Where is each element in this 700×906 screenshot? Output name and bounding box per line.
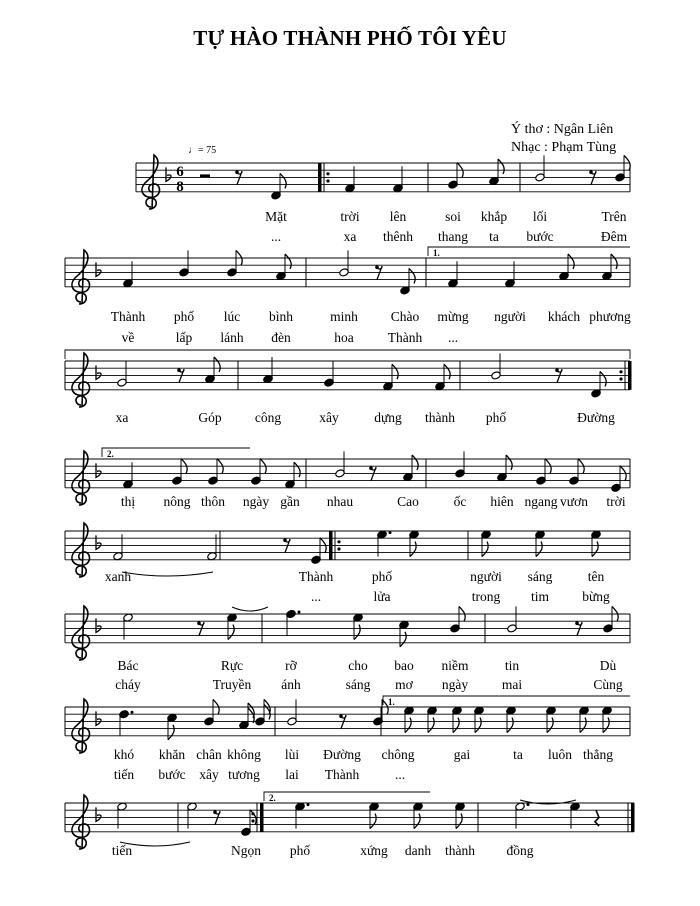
lyric-syllable: mừng [437,309,469,324]
note-flag [412,455,418,470]
lyric-syllable: xây [319,410,339,425]
note-flag [536,542,542,557]
eighth-rest-dot [375,265,379,269]
lyric-syllable: lúc [223,309,241,324]
lyric-syllable: tiến [113,767,135,782]
note-flag [600,371,606,386]
augmentation-dot [389,531,392,534]
repeat-start-thick-bar [318,163,322,192]
lyric-syllable: lấp [175,330,193,345]
flat-icon [96,463,101,477]
lyric-syllable: ngày [242,494,270,509]
lyric-syllable: ... [394,767,406,782]
lyric-syllable: Truyền [212,677,252,692]
lyric-syllable: người [470,569,502,584]
eighth-rest-dot [213,810,217,814]
time-signature-top: 6 [176,164,184,180]
lyric-syllable: thẳng [583,747,613,762]
note-flag [228,625,234,640]
lyric-syllable: hiên [490,494,514,509]
staff-system [65,606,630,660]
lyric-syllable: bình [268,309,294,324]
lyric-syllable: phố [173,309,195,324]
staff-system [65,696,630,753]
volta-bracket [102,448,250,457]
note-flag [354,625,360,640]
composer-credit: Nhạc : Phạm Tùng [511,140,617,155]
lyric-syllable: Đêm [600,229,628,244]
repeat-dot [619,370,622,373]
lyric-syllable: phố [371,569,393,584]
staff-system [136,155,630,209]
note-flag [285,254,291,269]
note-flag [475,718,481,733]
flat-icon [166,167,171,181]
volta-bracket [264,792,430,801]
lyric-syllable: thôn [200,494,226,509]
note-flag [507,718,513,733]
lyric-syllable: Thành [387,330,423,345]
lyric-syllable: ngang [524,494,558,509]
lyric-syllable: phương [589,309,631,324]
lyric-syllable: Thành [298,569,334,584]
time-signature-bottom: 8 [176,179,184,195]
lyric-syllable: khắp [480,209,508,224]
lyric-syllable: chân [196,747,222,762]
lyric-syllable: niềm [441,658,469,673]
lyric-syllable: ta [489,229,499,244]
lyric-syllable: danh [404,843,432,858]
half-rest [200,174,210,177]
tempo-value: = 75 [198,145,217,156]
repeat-dot [326,172,329,175]
lyric-syllable: cháy [115,677,141,692]
note-flag [410,542,416,557]
eighth-rest-dot [575,621,579,625]
repeat-dot [326,179,329,182]
flat-icon [96,618,101,632]
lyric-syllable: gần [280,494,300,509]
volta-label: 1. [433,248,440,258]
lyric-syllable: đồng [506,843,534,858]
lyric-syllable: nông [163,494,191,509]
lyric-syllable: Rực [220,658,244,673]
lyric-syllable: gai [453,747,471,762]
lyric-syllable: phố [289,843,311,858]
flat-icon [96,365,101,379]
lyric-syllable: sáng [527,569,553,584]
eighth-rest-dot [283,538,287,542]
note-flag [444,364,450,379]
lyric-syllable: tin [504,658,520,673]
note-flag [409,268,415,283]
lyric-syllable: dựng [374,410,402,425]
lyric-syllable: thành [445,843,475,858]
lyric-syllable: Thành [110,309,146,324]
lyric-syllable: lối [532,209,548,224]
lyric-syllable: ... [447,330,459,345]
quarter-note-icon: ♩ [188,145,198,156]
lyric-syllable: tương [228,767,260,782]
flat-icon [96,711,101,725]
lyric-syllable: khăn [158,747,186,762]
flat-icon [96,807,101,821]
lyric-syllable: Bác [117,658,139,673]
lyric-syllable: rỡ [285,658,297,673]
lyric-syllable: lánh [220,330,244,345]
lyric-syllable: Đường [323,747,361,762]
lyric-syllable: về [121,330,135,345]
note-flag [428,718,434,733]
note-flag [547,718,553,733]
lyric-syllable: bao [394,658,414,673]
lyric-syllable: mơ [395,677,413,692]
eighth-rest-dot [555,368,559,372]
note-flag [580,718,586,733]
note-flag [603,718,609,733]
eighth-rest-dot [177,368,181,372]
note-flag [482,542,488,557]
lyric-syllable: xây [199,767,219,782]
note-flag [592,542,598,557]
lyric-syllable: Chào [390,309,420,324]
note-flag [498,159,504,174]
volta-label: 1. [388,697,395,707]
lyric-syllable: người [494,309,526,324]
repeat-end-thick-bar [628,361,632,390]
lyric-syllable: xứng [360,843,388,858]
flat-icon [96,535,101,549]
repeat-end-thick-bar [260,803,264,832]
lyric-syllable: hoa [334,330,354,345]
lyric-syllable: thành [425,410,455,425]
augmentation-dot [527,803,530,806]
lyric-syllable: xanh [104,569,132,584]
lyric-syllable: lùi [284,747,300,762]
volta-bracket [65,350,630,359]
note-flag [405,718,411,733]
lyric-syllable: soi [445,209,461,224]
repeat-dot [619,377,622,380]
staff-system [65,792,635,849]
note-flag [214,357,220,372]
staff-system [65,350,632,407]
lyric-syllable: thang [438,229,468,244]
augmentation-dot [131,711,134,714]
lyric-syllable: ngày [441,677,469,692]
repeat-dot [251,819,254,822]
lyric-syllable: Ngọn [231,843,261,858]
lyric-syllable: Trên [601,209,627,224]
lyric-syllable: không [227,747,261,762]
volta-bracket [383,696,630,705]
note-flag [506,455,512,470]
lyric-syllable: trong [471,589,501,604]
eighth-rest-dot [369,466,373,470]
lyric-syllable: sáng [345,677,371,692]
note-flag [370,814,376,829]
augmentation-dot [298,611,301,614]
lyric-syllable: bước [526,229,554,244]
lyric-syllable: xa [115,410,129,425]
lyric-syllable: lên [389,209,407,224]
lyric-syllable: ... [270,229,282,244]
lyric-syllable: trời [606,494,626,509]
lyric-syllable: xa [343,229,357,244]
eighth-rest-dot [339,714,343,718]
lyric-syllable: khó [113,747,135,762]
lyric-syllable: tên [587,569,605,584]
note-flag [456,814,462,829]
eighth-rest-dot [589,170,593,174]
lyric-syllable: Cùng [593,677,623,692]
staff-system [65,247,630,304]
note-flag [392,364,398,379]
note-flag [294,462,300,477]
lyric-syllable: công [254,410,282,425]
lyric-syllable: thênh [383,229,413,244]
lyric-syllable: đèn [271,330,291,345]
repeat-dot [337,540,340,543]
repeat-dot [337,547,340,550]
note-flag [414,814,420,829]
lyric-syllable: Góp [198,410,222,425]
lyric-syllable: ... [310,589,322,604]
lyric-syllable: lửa [373,589,391,604]
note-flag [168,725,174,740]
repeat-start-thick-bar [329,531,333,560]
lyric-syllable: Thành [324,767,360,782]
tie [232,607,268,611]
eighth-rest-dot [235,170,239,174]
lyric-syllable: nhau [326,494,354,509]
lyric-syllable: ánh [281,677,301,692]
volta-label: 2. [269,793,276,803]
lyric-syllable: luôn [547,747,573,762]
flat-icon [96,262,101,276]
lyric-syllable: bừng [582,589,610,604]
lyric-syllable: cho [348,658,368,673]
note-flag [400,632,406,647]
lyric-syllable: khách [547,309,581,324]
lyric-syllable: tiến [111,843,133,858]
lyric-syllable: Dù [599,658,617,673]
augmentation-dot [307,803,310,806]
lyric-syllable: phố [485,410,507,425]
lyric-syllable: Cao [397,494,419,509]
tie [122,572,213,576]
quarter-rest [595,810,599,826]
lyric-syllable: bước [158,767,186,782]
volta-label: 2. [107,449,114,459]
note-flag [568,254,574,269]
note-flag [280,173,286,188]
eighth-rest-dot [197,621,201,625]
lyric-syllable: mai [501,677,523,692]
lyric-syllable: lai [285,767,299,782]
lyric-syllable: ốc [453,494,467,509]
lyric-syllable: vươn [560,494,588,509]
lyric-syllable: chông [381,747,415,762]
lyricist-credit: Ý thơ : Ngân Liên [511,122,614,137]
note-flag [453,718,459,733]
lyric-syllable: thị [120,494,136,509]
lyric-syllable: trời [340,209,360,224]
lyric-syllable: tim [530,589,550,604]
final-thick-bar [631,803,635,832]
lyric-syllable: Mặt [265,209,287,224]
lyric-syllable: minh [330,309,358,324]
volta-bracket [428,247,630,256]
song-title: TỰ HÀO THÀNH PHỐ TÔI YÊU [193,26,507,50]
lyric-syllable: Đường [577,410,615,425]
note-flag [611,254,617,269]
lyric-syllable: ta [513,747,523,762]
